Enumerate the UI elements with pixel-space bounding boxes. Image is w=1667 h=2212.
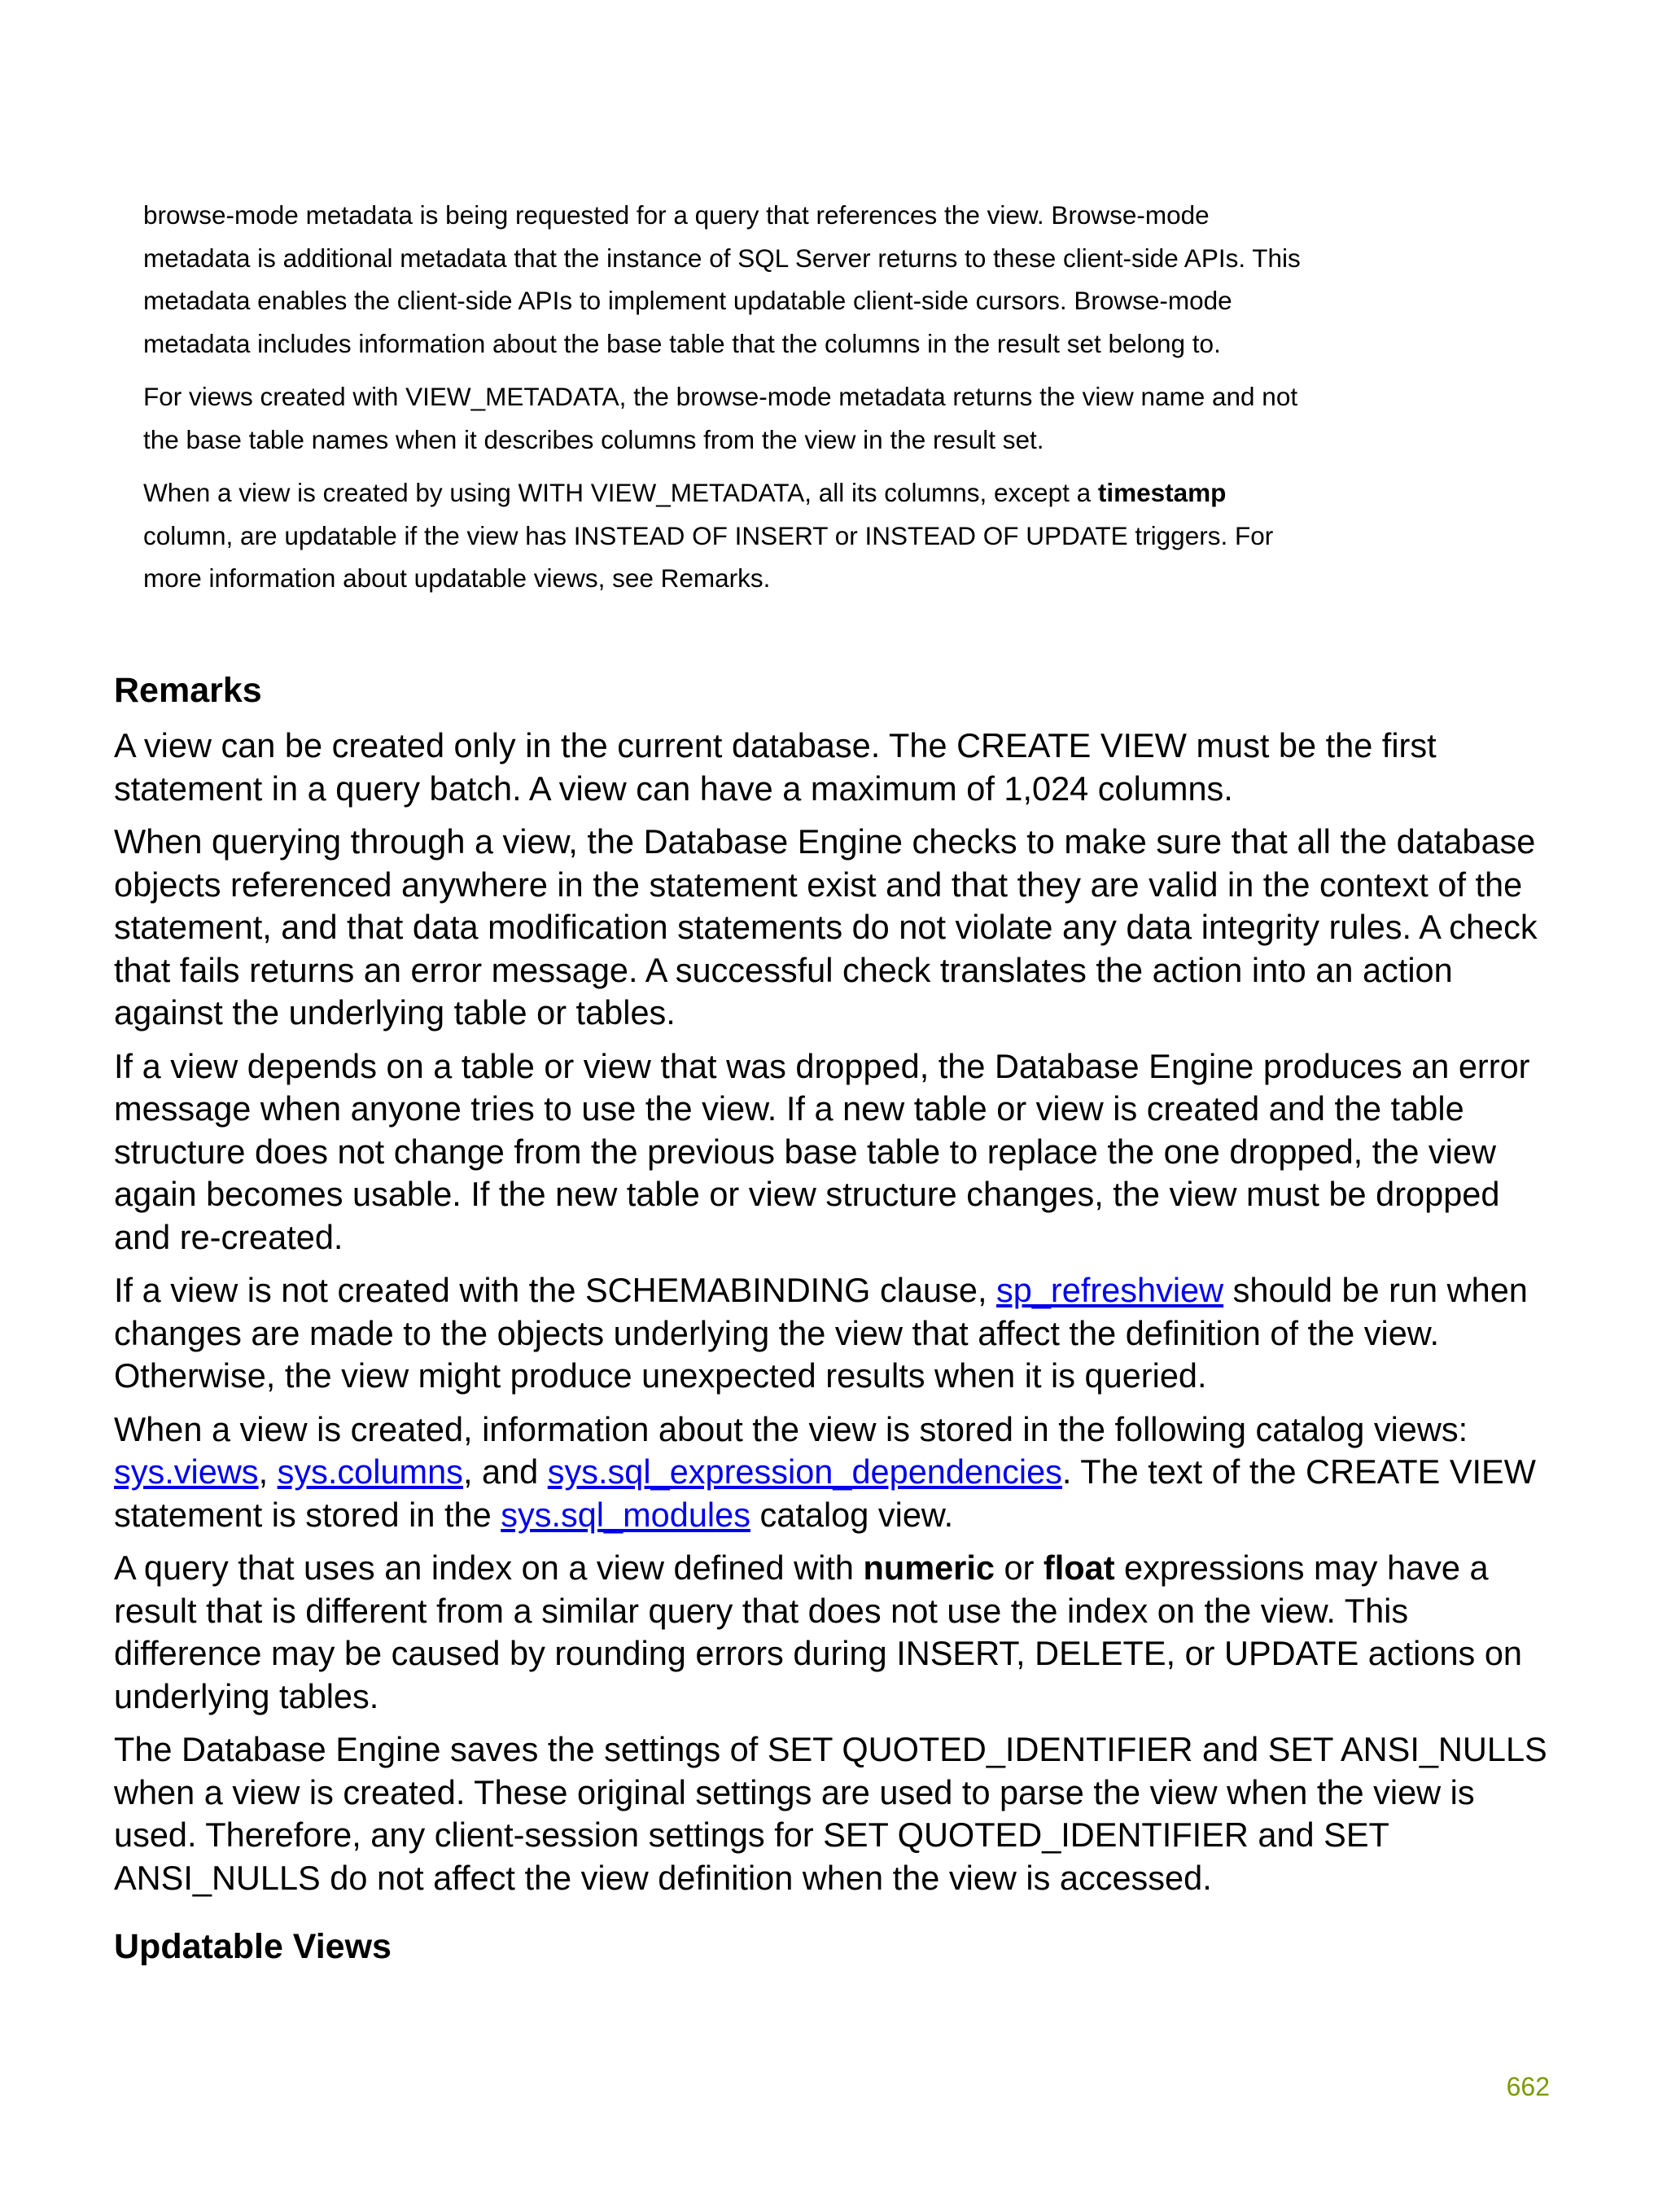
text-run: catalog view. [750,1495,954,1534]
section-heading-updatable-views: Updatable Views [114,1927,392,1966]
body-paragraph: The Database Engine saves the settings of SET QUOTED_IDENTIFIER and SET ANSI_NULLS when a view is created. These original settings are used to parse the view when the view is used. Therefore, any client-session settings for SET QUOTED_IDENTIFIER and SET ANSI_NULLS do not affect the view definition when the view is accessed. [114,1730,1547,1897]
body-paragraph [114,1547,1563,1718]
text-run: If a view is not created with the SCHEMABINDING clause, [114,1271,997,1309]
intro-paragraph: For views created with VIEW_METADATA, the browse-mode metadata returns the view name and not the base table names when it describes columns from the view in the result set. [143,382,1298,454]
link-sp-refreshview[interactable]: sp_refreshview [996,1271,1224,1309]
intro-paragraph [143,471,1315,600]
text-run: expressions may have a result that is different from a similar query that does not use the index on the view. This difference may be caused by rounding errors during INSERT, DELETE, or UPDATE actions on underlying tables. [114,1548,1522,1715]
text-run: column, are updatable if the view has INSTEAD OF INSERT or INSTEAD OF UPDATE triggers. For more information about updatable views, see Remarks. [143,520,1274,593]
bold-term: timestamp [1097,478,1227,507]
link-sys-sql-expression-dependencies[interactable]: sys.sql_expression_dependencies [547,1452,1062,1491]
intro-paragraph: browse-mode metadata is being requested for a query that references the view. Browse-mode metadata is additional metadata that the instance of SQL Server returns to these client-side APIs. This metadata enables the client-side APIs to implement updatable client-side cursors. Browse-mode metadata includes information about the base table that the columns in the result set belong to. [143,200,1301,358]
text-run: or [994,1548,1044,1587]
bold-term: float [1043,1548,1115,1587]
text-run: , and [462,1452,548,1491]
body-paragraph: A view can be created only in the current database. The CREATE VIEW must be the first statement in a query batch. A view can have a maximum of 1,024 columns. [114,726,1437,808]
body-paragraph: When querying through a view, the Database Engine checks to make sure that all the database objects referenced anywhere in the statement exist and that they are valid in the context of the statement, and that data modification statements do not violate any data integrity rules. A check that fails returns an error message. A successful check translates the action into an action against the underlying table or tables. [114,822,1538,1032]
text-run: , [258,1452,278,1491]
link-sys-columns[interactable]: sys.columns [277,1452,463,1491]
link-sys-sql-modules[interactable]: sys.sql_modules [501,1495,750,1534]
section-heading-remarks: Remarks [114,671,262,710]
text-run: should be run when changes are made to the objects underlying the view that affect the definition of the view. Otherwise, the view might produce unexpected results when it is queried. [114,1271,1528,1395]
body-paragraph [114,1408,1563,1537]
text-run: When a view is created, information about the view is stored in the following catalog views: [114,1409,1468,1448]
bold-term: numeric [863,1548,995,1587]
link-sys-views[interactable]: sys.views [114,1452,259,1491]
text-run: When a view is created by using WITH VIEW_METADATA, all its columns, except a [143,478,1098,507]
text-run: A query that uses an index on a view defined with [114,1548,864,1587]
text-run: . The text of the CREATE VIEW statement is stored in the [114,1452,1536,1534]
page-number: 662 [1506,2072,1550,2101]
body-paragraph: If a view depends on a table or view that was dropped, the Database Engine produces an error message when anyone tries to use the view. If a new table or view is created and the table structure does not change from the previous base table to replace the one dropped, the view again becomes usable. If the new table or view structure changes, the view must be dropped and re-created. [114,1046,1530,1256]
argument-description [143,194,1315,611]
body-paragraph [114,1269,1563,1398]
remarks-section [114,668,1563,1981]
